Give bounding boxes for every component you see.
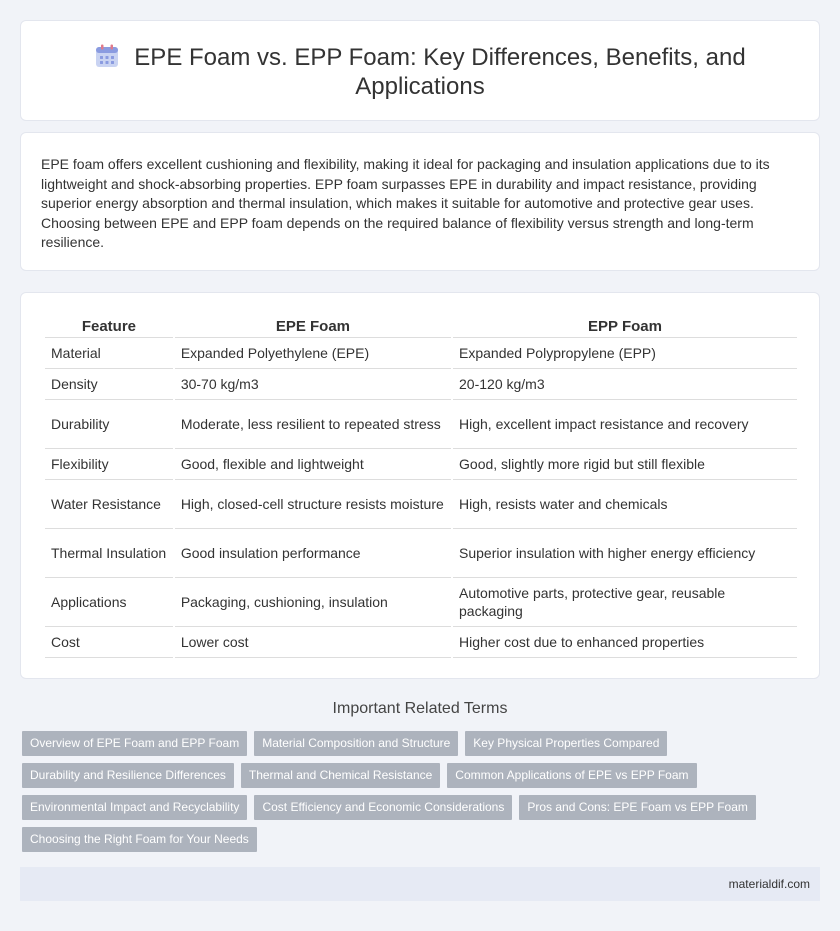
table-row xyxy=(45,578,797,627)
intro-paragraph: EPE foam offers excellent cushioning and flexibility, making it ideal for packaging and insulation applications due to its lightweight and shock-absorbing properties. EPP foam surpasses EPE in durability and impact resistance, providing superior energy absorption and thermal insulation, which makes it suitable for automotive and protective gear uses. Choosing between EPE and EPP foam depends on the required balance of flexibility versus strength and long-term resilience. xyxy=(41,156,770,250)
epp-cell: 20-120 kg/m3 xyxy=(453,369,797,400)
related-term-tag[interactable]: Environmental Impact and Recyclability xyxy=(22,795,247,820)
table-row xyxy=(45,400,797,449)
epp-cell: Automotive parts, protective gear, reusable packaging xyxy=(453,578,797,627)
footer-site-link[interactable]: materialdif.com xyxy=(728,877,810,891)
feature-cell: Material xyxy=(45,338,173,369)
table-row xyxy=(45,449,797,480)
table-row xyxy=(45,627,797,658)
related-term-tag[interactable]: Common Applications of EPE vs EPP Foam xyxy=(447,763,696,788)
related-terms-title: Important Related Terms xyxy=(332,700,508,717)
table-row xyxy=(45,529,797,578)
epe-cell: Good insulation performance xyxy=(175,529,451,578)
header-epe: EPE Foam xyxy=(175,317,451,338)
table-row xyxy=(45,338,797,369)
table-header-row xyxy=(45,317,797,338)
intro-card xyxy=(20,132,820,271)
calendar-icon xyxy=(94,43,120,69)
feature-cell: Thermal Insulation xyxy=(45,529,173,578)
related-term-tag[interactable]: Pros and Cons: EPE Foam vs EPP Foam xyxy=(519,795,756,820)
related-term-tag[interactable]: Choosing the Right Foam for Your Needs xyxy=(22,827,257,852)
related-term-tag[interactable]: Material Composition and Structure xyxy=(254,731,458,756)
table-row xyxy=(45,369,797,400)
header-card xyxy=(20,20,820,121)
page-title xyxy=(21,43,819,101)
feature-cell: Density xyxy=(45,369,173,400)
related-term-tag[interactable]: Durability and Resilience Differences xyxy=(22,763,234,788)
epe-cell: Moderate, less resilient to repeated stress xyxy=(175,400,451,449)
epe-cell: Expanded Polyethylene (EPE) xyxy=(175,338,451,369)
comparison-card xyxy=(20,292,820,679)
feature-cell: Cost xyxy=(45,627,173,658)
epp-cell: Expanded Polypropylene (EPP) xyxy=(453,338,797,369)
epe-cell: Packaging, cushioning, insulation xyxy=(175,578,451,627)
feature-cell: Flexibility xyxy=(45,449,173,480)
comparison-table xyxy=(43,317,799,658)
feature-cell: Applications xyxy=(45,578,173,627)
feature-cell: Water Resistance xyxy=(45,480,173,529)
epe-cell: 30-70 kg/m3 xyxy=(175,369,451,400)
related-term-tag[interactable]: Cost Efficiency and Economic Considerations xyxy=(254,795,512,820)
epp-cell: Good, slightly more rigid but still flexible xyxy=(453,449,797,480)
epp-cell: Higher cost due to enhanced properties xyxy=(453,627,797,658)
page-title-text: EPE Foam vs. EPP Foam: Key Differences, Benefits, and Applications xyxy=(134,44,746,100)
related-term-tag[interactable]: Overview of EPE Foam and EPP Foam xyxy=(22,731,247,756)
epp-cell: High, excellent impact resistance and recovery xyxy=(453,400,797,449)
epp-cell: High, resists water and chemicals xyxy=(453,480,797,529)
epp-cell: Superior insulation with higher energy efficiency xyxy=(453,529,797,578)
epe-cell: Lower cost xyxy=(175,627,451,658)
epe-cell: Good, flexible and lightweight xyxy=(175,449,451,480)
related-terms-list xyxy=(22,731,812,859)
footer xyxy=(20,867,820,901)
epe-cell: High, closed-cell structure resists moisture xyxy=(175,480,451,529)
feature-cell: Durability xyxy=(45,400,173,449)
table-row xyxy=(45,480,797,529)
related-term-tag[interactable]: Thermal and Chemical Resistance xyxy=(241,763,440,788)
header-feature: Feature xyxy=(45,317,173,338)
related-term-tag[interactable]: Key Physical Properties Compared xyxy=(465,731,667,756)
header-epp: EPP Foam xyxy=(453,317,797,338)
